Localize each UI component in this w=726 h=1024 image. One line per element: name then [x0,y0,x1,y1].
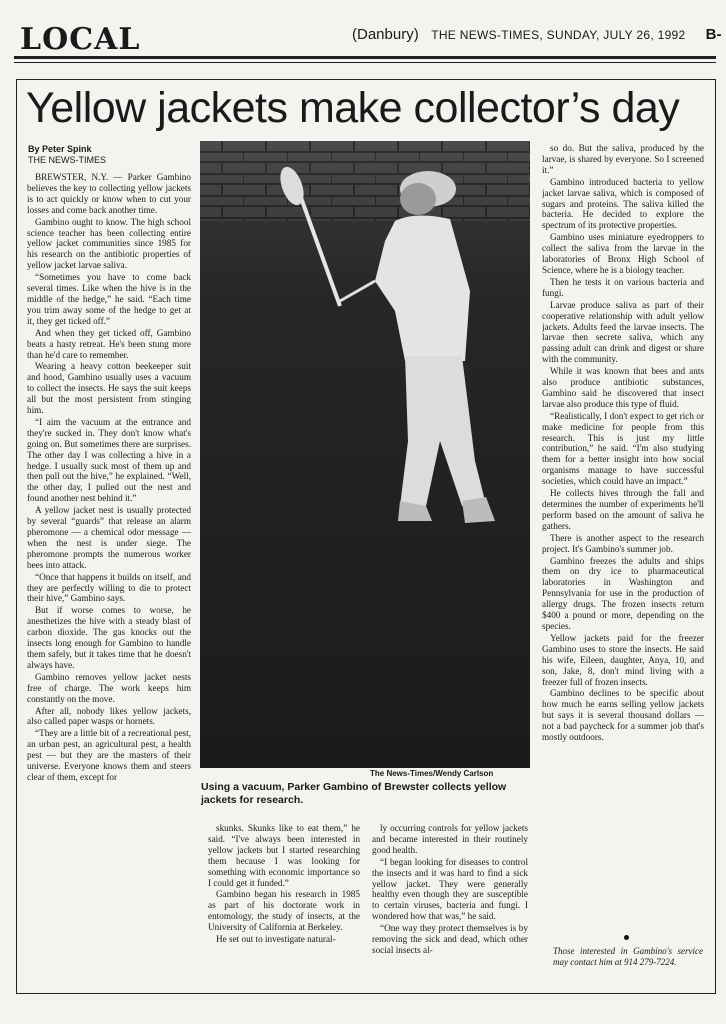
article-paragraph: Gambino removes yellow jacket nests free of charge. The work keeps him constantly on the move. [27,671,191,704]
page-number: B- [705,26,722,43]
article-paragraph: He collects hives through the fall and determines the number of experiments he'll perform based on the amount of saliva he gathers. [542,488,704,531]
article-paragraph: “Sometimes you have to come back several times. Like when the hive is in the middle of the hedge,” he said. “Each time you trim away some of the hedge to get at it, they get ticked off.” [27,272,191,326]
dateline [352,26,722,43]
article-paragraph: A yellow jacket nest is usually protected by several “guards” that release an alarm pheromone — a chemical odor message — when the nest is under siege. The pheromone prompts the numerous worker bees into attack. [27,505,191,570]
article-paragraph: “Realistically, I don't expect to get rich or make medicine for people from this research. This is just my little contribution,” he said. “I'm also studying them for a better insight into how social organisms manage to have successful societies, which could have an impact.” [542,410,704,487]
article-paragraph: “They are a little bit of a recreational pest, an urban pest, an agricultural pest, a health pest — but they are the masters of their universe. Everyone knows them and steers clear of them, except for [27,728,191,782]
article-column-3 [372,823,528,991]
article-paragraph: so do. But the saliva, produced by the larvae, is shared by everyone. So I screened it.” [542,143,704,175]
article-paragraph: Gambino freezes the adults and ships them on dry ice to pharmaceutical laboratories in Washington and Pennsylvania for use in the production of allergy drugs. The frozen insects return $400 a pound or more, depending on the species. [542,555,704,631]
article-paragraph: Gambino introduced bacteria to yellow jacket larvae saliva, which is composed of sugars and proteins. The saliva killed the bacteria. He decided to explore the spectrum of its protective properties. [542,176,704,231]
header-rule-thin [14,62,716,63]
article-paragraph: There is another aspect to the research project. It's Gambino's summer job. [542,532,704,554]
article-paragraph: Gambino began his research in 1985 as part of his doctorate work in entomology, the study of insects, at the University of California at Berkeley. [208,889,360,933]
article-paragraph: ly occurring controls for yellow jackets and became interested in their routinely good health. [372,823,528,855]
article-paragraph: Gambino declines to be specific about how much he earns selling yellow jackets but says it is several thousand dollars — not a bad paycheck for a summer job that's mostly outdoors. [542,688,704,743]
bullet-icon [624,935,629,940]
article-paragraph: “I aim the vacuum at the entrance and they're sucked in. They don't know what's going on. But sometimes there are surprises. The other day I was collecting a hive in a hedge. I usually suck most of them up and then pull out the hive,” he explained. “Well, the other day, I pulled out the nest and found another nest behind it.” [27,416,191,504]
article-photo [200,141,530,768]
article-paragraph: “One way they protect themselves is by removing the sick and dead, which other social insects al- [372,923,528,955]
edition-label: (Danbury) [352,26,419,43]
article-paragraph: But if worse comes to worse, he anesthetizes the hive with a steady blast of carbon dioxide. The gas knocks out the insects long enough for Gambino to handle them safely, but it takes time that he doesn't always have. [27,605,191,670]
article-paragraph: Then he tests it on various bacteria and fungi. [542,276,704,298]
article-paragraph: Gambino ought to know. The high school science teacher has been collecting entire yellow jacket communities since 1985 for his research on the antibiotic properties of yellow jacket larvae saliva. [27,216,191,271]
article-paragraph: And when they get ticked off, Gambino beats a hasty retreat. He's been stung more than he'd care to remember. [27,327,191,360]
byline-name: By Peter Spink [28,144,92,154]
section-label: LOCAL [20,22,141,57]
article-paragraph: BREWSTER, N.Y. — Parker Gambino believes the key to collecting yellow jackets is to act quickly or know when to cut your losses and come back another time. [27,172,191,215]
article-paragraph: Larvae produce saliva as part of their cooperative relationship with adult yellow jackets. Adults feed the larvae insects. The larvae then secrete saliva, which any passing adult can drink and digest or share with the community. [542,299,704,365]
article-paragraph: Wearing a heavy cotton beekeeper suit and hood, Gambino usually uses a vacuum to collect the insects. He says the suit keeps all but the most persistent from stinging him. [27,361,191,416]
article-paragraph: skunks. Skunks like to eat them,” he said. “I've always been interested in yellow jackets but I started researching them because I was looking for something with economic importance so I could get it funded.” [208,823,360,888]
article-paragraph: “I began looking for diseases to control the insects and it was hard to find a sick yellow jacket. They were generally healthy even though they are susceptible to certain viruses, bacteria and fungi. I wondered how that was,” he said. [372,856,528,922]
paper-date: THE NEWS-TIMES, SUNDAY, JULY 26, 1992 [431,28,686,42]
byline [28,144,106,166]
contact-note: Those interested in Gambino's service may contact him at 914 279-7224. [553,946,703,967]
beekeeper-photo-illustration [200,141,530,768]
article-paragraph: After all, nobody likes yellow jackets, also called paper wasps or hornets. [27,705,191,727]
headline: Yellow jackets make collector’s day [26,84,680,132]
photo-caption: Using a vacuum, Parker Gambino of Brewster collects yellow jackets for research. [201,781,507,806]
article-column-4 [542,143,704,943]
article-paragraph: He set out to investigate natural- [216,934,336,945]
photo-credit: The News-Times/Wendy Carlson [370,769,494,778]
article-column-2 [208,823,360,991]
article-column-1 [27,172,191,990]
article-paragraph: Yellow jackets paid for the freezer Gambino uses to store the insects. He said his wife, Eileen, daughter, Anya, 10, and son, Jake, 8, don't mind living with a freezer full of frozen insects. [542,632,704,687]
article-paragraph: “Once that happens it builds on itself, and they are perfectly willing to die to protect their hive,” Gambino says. [27,571,191,604]
byline-org: THE NEWS-TIMES [28,155,106,165]
article-paragraph: Gambino uses miniature eyedroppers to collect the saliva from the larvae in the laboratories of Bronx High School of Science, where he is a biology teacher. [542,232,704,275]
article-paragraph: While it was known that bees and ants also produce antibiotic substances, Gambino said he discovered that insect larvae also produce this type of fluid. [542,366,704,409]
header-rule [14,56,716,59]
